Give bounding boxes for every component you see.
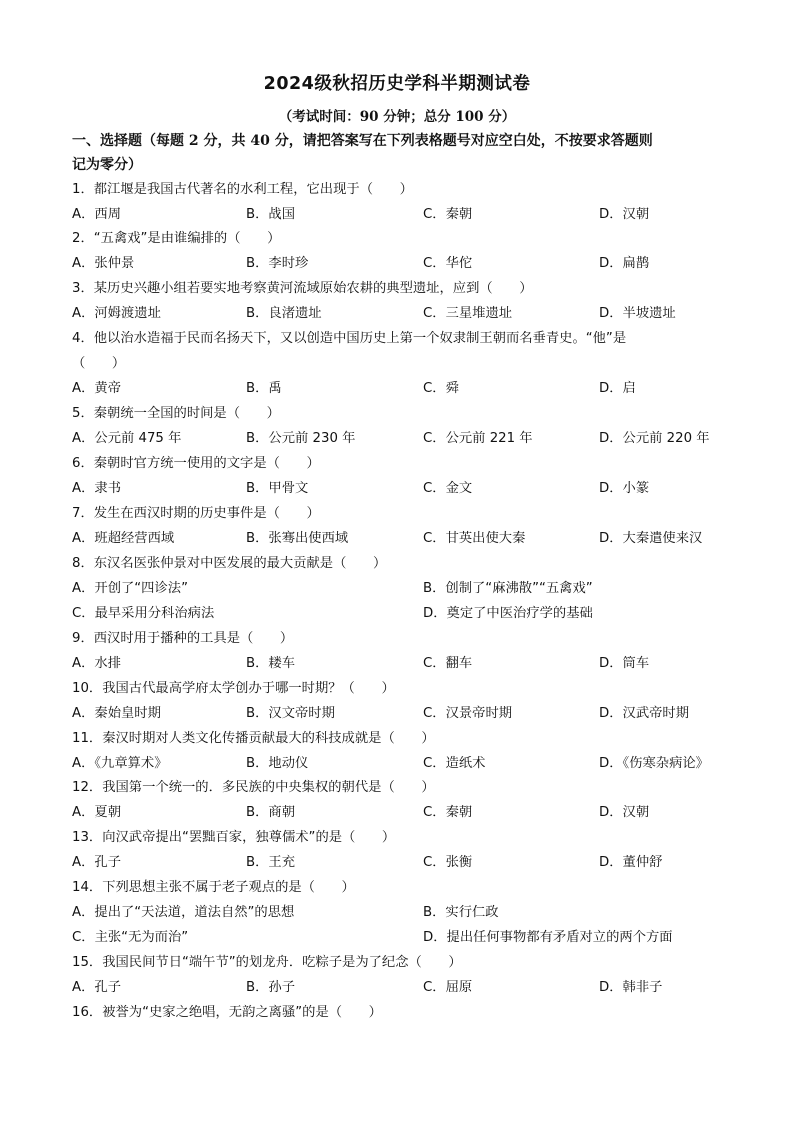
option-a: A．水排 — [72, 656, 121, 671]
option-d: D．扁鹊 — [599, 256, 650, 271]
option-a: A．开创了“四诊法” — [72, 581, 188, 596]
question-8-options-row1 — [72, 579, 732, 599]
option-a: A．隶书 — [72, 481, 121, 496]
option-d: D．大秦遣使来汉 — [599, 531, 703, 546]
option-c: C．翻车 — [423, 656, 473, 671]
option-c: C．甘英出使大秦 — [423, 531, 526, 546]
option-d: D．汉朝 — [599, 207, 650, 222]
option-c: C．三星堆遗址 — [423, 306, 513, 321]
question-6-options — [72, 479, 732, 499]
option-d: D．汉朝 — [599, 805, 650, 820]
question-10-options — [72, 704, 732, 724]
section-heading: 一、选择题（每题 2 分，共 40 分，请把答案写在下列表格题号对应空白处，不按要求答题则 — [72, 133, 653, 149]
question-3-options — [72, 304, 732, 324]
option-d: D．《伤寒杂病论》 — [599, 756, 709, 771]
option-d: D．启 — [599, 381, 636, 396]
option-d: D．韩非子 — [599, 980, 663, 995]
option-a: A．张仲景 — [72, 256, 135, 271]
option-b: B．耧车 — [246, 656, 296, 671]
question-3: 3．某历史兴趣小组若要实地考察黄河流域原始农耕的典型遗址，应到（ ） — [72, 281, 533, 296]
option-d: D．奠定了中医治疗学的基础 — [423, 606, 593, 621]
option-c: C．华佗 — [423, 256, 473, 271]
exam-title: 2024级秋招历史学科半期测试卷 — [263, 74, 531, 94]
option-c: C．公元前 221 年 — [423, 431, 533, 446]
option-d: D．筒车 — [599, 656, 650, 671]
option-a: A．河姆渡遗址 — [72, 306, 161, 321]
question-8: 8．东汉名医张仲景对中医发展的最大贡献是（ ） — [72, 556, 387, 571]
question-14-options-row2 — [72, 928, 732, 948]
option-c: C．主张“无为而治” — [72, 930, 189, 945]
option-c: C．最早采用分科治病法 — [72, 606, 215, 621]
option-a: A．公元前 475 年 — [72, 431, 182, 446]
option-c: C．屈原 — [423, 980, 473, 995]
question-10: 10．我国古代最高学府太学创办于哪一时期？（ ） — [72, 681, 395, 696]
question-9-options — [72, 654, 732, 674]
option-c: C．汉景帝时期 — [423, 706, 513, 721]
option-b: B．商朝 — [246, 805, 296, 820]
question-6: 6．秦朝时官方统一使用的文字是（ ） — [72, 456, 320, 471]
question-1-options — [72, 205, 732, 225]
option-b: B．禹 — [246, 381, 282, 396]
option-b: B．甲骨文 — [246, 481, 309, 496]
option-a: A．《九章算术》 — [72, 756, 168, 771]
option-a: A．夏朝 — [72, 805, 121, 820]
question-5: 5．秦朝统一全国的时间是（ ） — [72, 406, 280, 421]
option-b: B．良渚遗址 — [246, 306, 322, 321]
option-d: D．提出任何事物都有矛盾对立的两个方面 — [423, 930, 673, 945]
option-b: B．孙子 — [246, 980, 296, 995]
option-c: C．秦朝 — [423, 207, 473, 222]
option-b: B．公元前 230 年 — [246, 431, 356, 446]
option-b: B．创制了“麻沸散”“五禽戏” — [423, 581, 593, 596]
question-9: 9．西汉时用于播种的工具是（ ） — [72, 631, 294, 646]
question-4-options — [72, 379, 732, 399]
question-2: 2．“五禽戏”是由谁编排的（ ） — [72, 231, 281, 246]
question-11-options — [72, 754, 732, 774]
question-15: 15．我国民间节日“端午节”的划龙舟．吃粽子是为了纪念（ ） — [72, 955, 462, 970]
question-5-options — [72, 429, 732, 449]
option-a: A．提出了“天法道，道法自然”的思想 — [72, 905, 295, 920]
option-b: B．实行仁政 — [423, 905, 499, 920]
question-16: 16．被誉为“史家之绝唱，无韵之离骚”的是（ ） — [72, 1005, 382, 1020]
question-13-options — [72, 853, 732, 873]
question-4-continued: （ ） — [72, 356, 126, 371]
question-8-options-row2 — [72, 604, 732, 624]
exam-subtitle: （考试时间：90 分钟；总分 100 分） — [278, 109, 516, 125]
option-b: B．汉文帝时期 — [246, 706, 335, 721]
question-14: 14．下列思想主张不属于老子观点的是（ ） — [72, 880, 355, 895]
option-b: B．张骞出使西域 — [246, 531, 349, 546]
option-b: B．地动仪 — [246, 756, 309, 771]
question-7: 7．发生在西汉时期的历史事件是（ ） — [72, 506, 320, 521]
option-d: D．半坡遗址 — [599, 306, 676, 321]
option-a: A．西周 — [72, 207, 121, 222]
option-a: A．秦始皇时期 — [72, 706, 161, 721]
question-1: 1．都江堰是我国古代著名的水利工程，它出现于（ ） — [72, 182, 413, 197]
question-12-options — [72, 803, 732, 823]
option-b: B．李时珍 — [246, 256, 309, 271]
question-4: 4．他以治水造福于民而名扬天下，又以创造中国历史上第一个奴隶制王朝而名垂青史。“他”是 — [72, 331, 627, 346]
option-d: D．小篆 — [599, 481, 650, 496]
option-a: A．班超经营西域 — [72, 531, 175, 546]
option-b: B．王充 — [246, 855, 296, 870]
question-7-options — [72, 529, 732, 549]
option-a: A．孔子 — [72, 980, 121, 995]
option-a: A．孔子 — [72, 855, 121, 870]
question-14-options-row1 — [72, 903, 732, 923]
option-c: C．秦朝 — [423, 805, 473, 820]
question-15-options — [72, 978, 732, 998]
section-heading-continued: 记为零分） — [72, 157, 142, 173]
option-d: D．汉武帝时期 — [599, 706, 690, 721]
option-c: C．舜 — [423, 381, 459, 396]
option-c: C．金文 — [423, 481, 473, 496]
option-d: D．董仲舒 — [599, 855, 663, 870]
option-d: D．公元前 220 年 — [599, 431, 710, 446]
option-c: C．造纸术 — [423, 756, 486, 771]
question-12: 12．我国第一个统一的．多民族的中央集权的朝代是（ ） — [72, 780, 435, 795]
question-13: 13．向汉武帝提出“罢黜百家，独尊儒术”的是（ ） — [72, 830, 396, 845]
option-b: B．战国 — [246, 207, 296, 222]
question-11: 11．秦汉时期对人类文化传播贡献最大的科技成就是（ ） — [72, 731, 435, 746]
option-c: C．张衡 — [423, 855, 473, 870]
question-2-options — [72, 254, 732, 274]
option-a: A．黄帝 — [72, 381, 121, 396]
